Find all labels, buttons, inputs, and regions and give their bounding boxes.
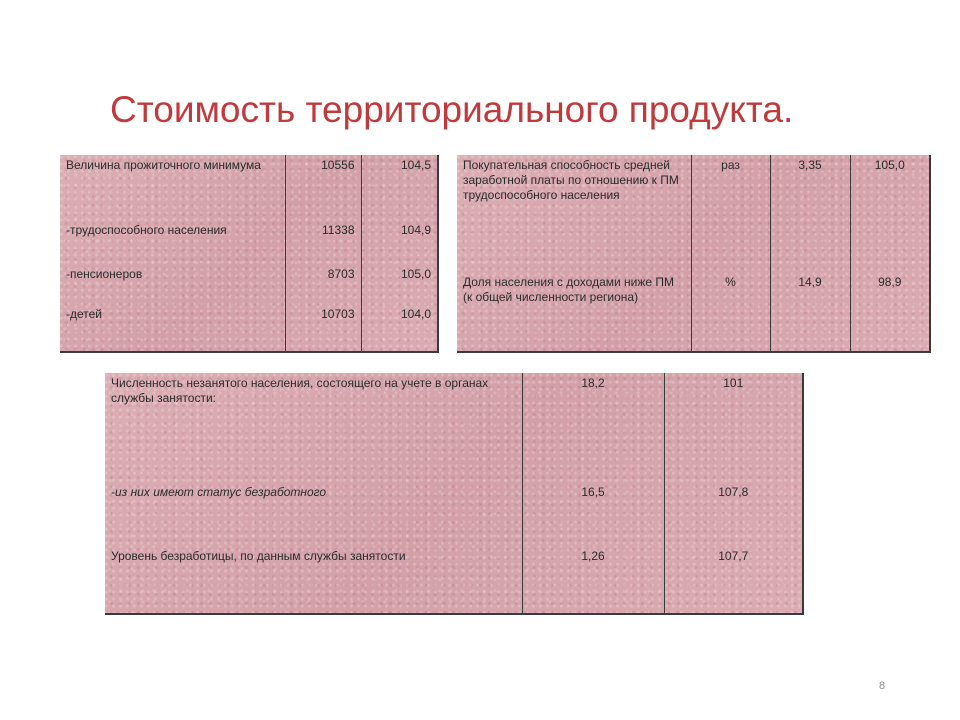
page-number: 8	[878, 680, 886, 692]
row-index: 104,5	[361, 155, 438, 220]
row-label: Уровень безработицы, по данным службы занятости	[105, 546, 522, 614]
table-row	[60, 220, 438, 264]
row-index: 107,7	[664, 546, 803, 614]
slide-title: Стоимость территориального продукта.	[110, 89, 794, 130]
row-index: 104,0	[361, 304, 438, 352]
row-value: 10556	[285, 155, 361, 220]
table-row	[457, 272, 930, 352]
subsistence-minimum-table	[60, 155, 439, 353]
row-label: -детей	[60, 304, 285, 352]
income-table	[457, 155, 931, 353]
row-unit: раз	[691, 155, 770, 272]
table-row	[60, 155, 438, 220]
row-index: 101	[664, 373, 803, 482]
row-label: -трудоспособного населения	[60, 220, 285, 264]
row-label: Доля населения с доходами ниже ПМ (к общей численности региона)	[457, 272, 691, 352]
table-row	[60, 264, 438, 304]
table-row	[60, 304, 438, 352]
row-label: Численность незанятого населения, состоящего на учете в органах службы занятости:	[105, 373, 522, 482]
row-value: 14,9	[770, 272, 850, 352]
row-unit: %	[691, 272, 770, 352]
table-row	[105, 373, 803, 482]
row-index: 105,0	[361, 264, 438, 304]
row-label: Покупательная способность средней заработной платы по отношению к ПМ трудоспособного населения	[457, 155, 691, 272]
table-row	[105, 546, 803, 614]
row-value: 18,2	[522, 373, 664, 482]
row-value: 10703	[285, 304, 361, 352]
row-index: 98,9	[850, 272, 930, 352]
table-row	[457, 155, 930, 272]
employment-table	[105, 373, 804, 615]
row-index: 107,8	[664, 482, 803, 546]
row-value: 11338	[285, 220, 361, 264]
table-row	[105, 482, 803, 546]
row-label: -пенсионеров	[60, 264, 285, 304]
row-label: Величина прожиточного минимума	[60, 155, 285, 220]
row-index: 105,0	[850, 155, 930, 272]
row-index: 104,9	[361, 220, 438, 264]
row-value: 3,35	[770, 155, 850, 272]
row-value: 8703	[285, 264, 361, 304]
row-value: 1,26	[522, 546, 664, 614]
row-label: -из них имеют статус безработного	[105, 482, 522, 546]
row-value: 16,5	[522, 482, 664, 546]
